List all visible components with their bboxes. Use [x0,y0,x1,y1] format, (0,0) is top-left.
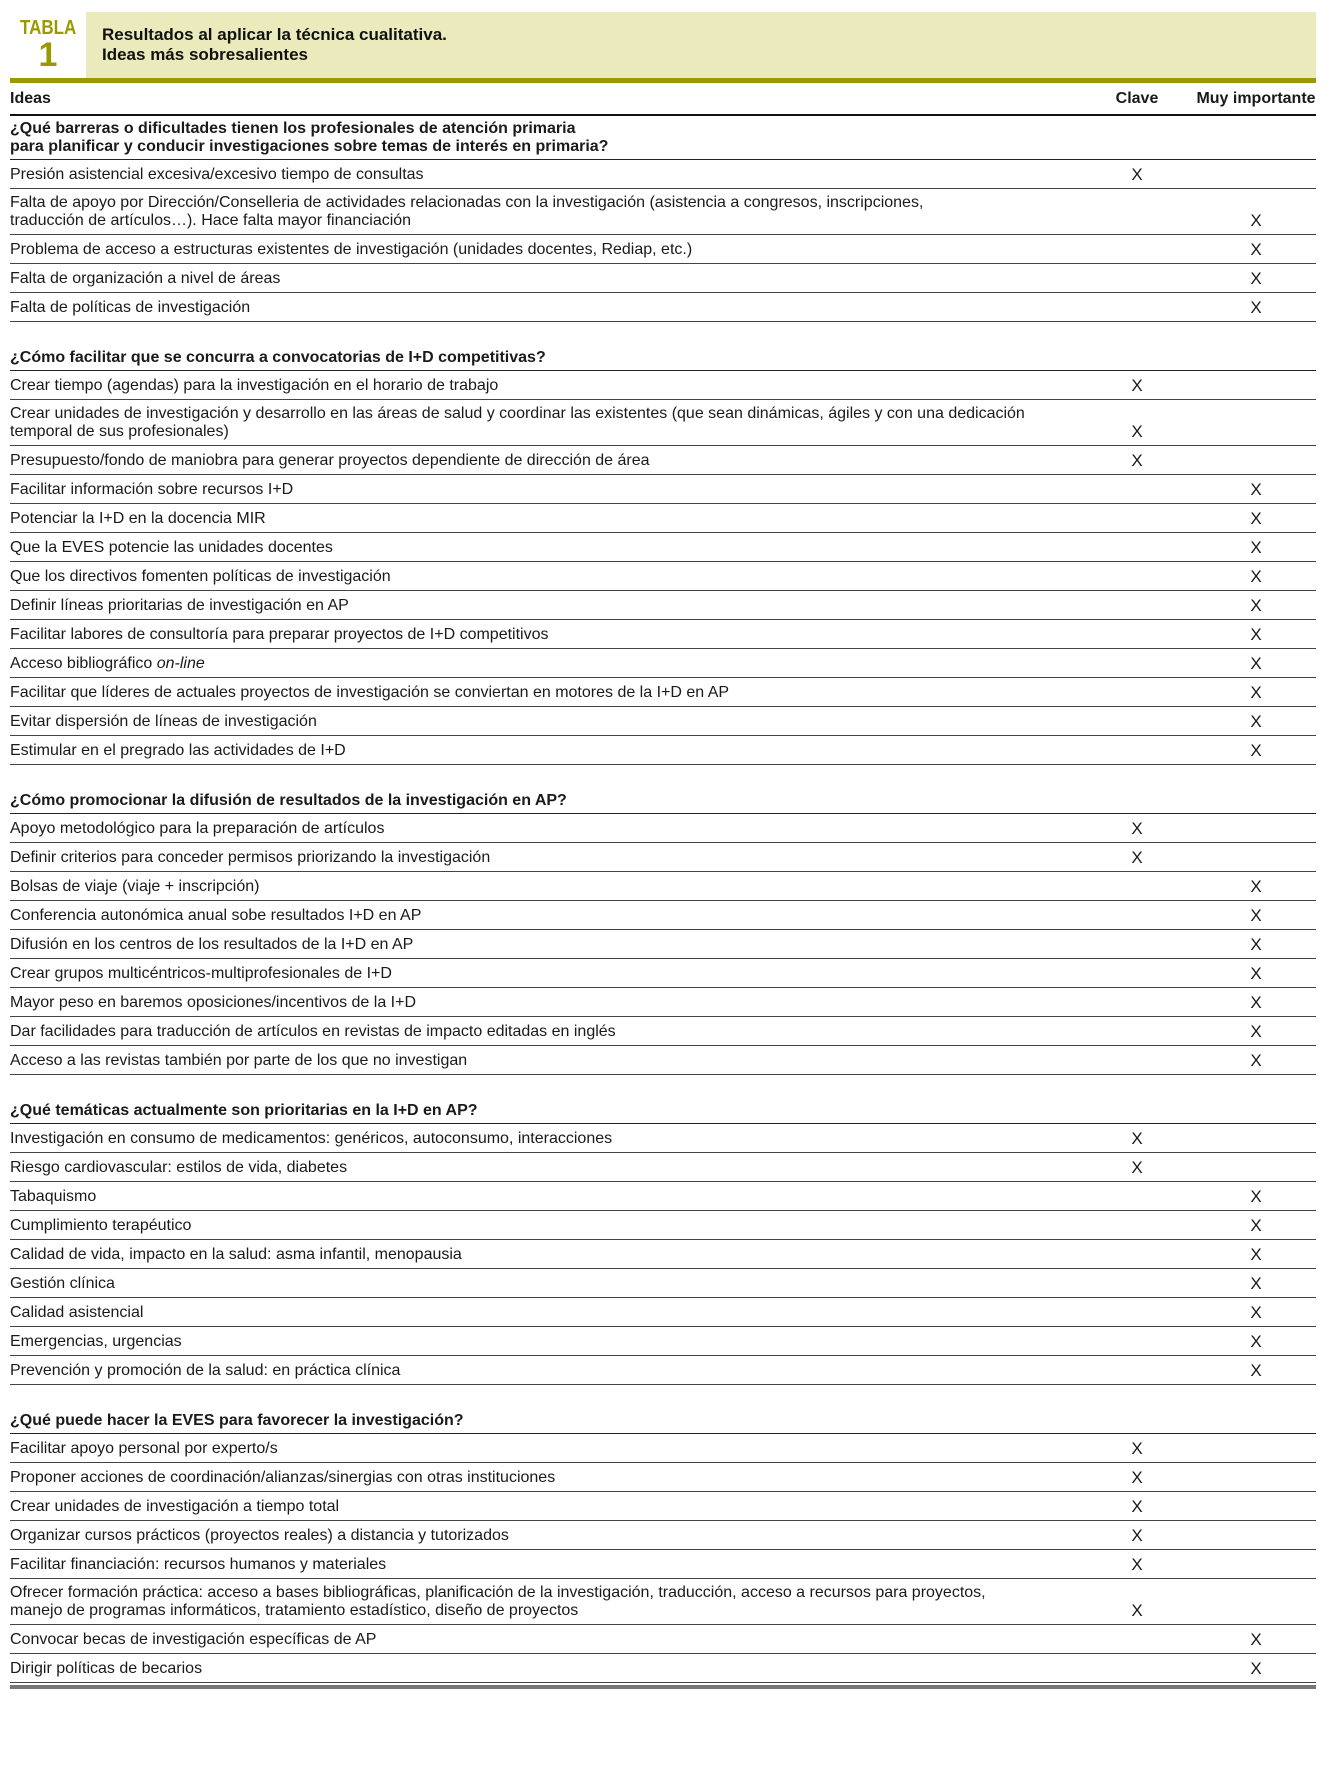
row-idea [10,1241,1078,1264]
table-document [10,12,1316,1689]
row-idea-text: Emergencias, urgencias [10,1333,182,1350]
row-idea-text: Convocar becas de investigación específicas de AP [10,1631,377,1648]
table-row [10,1492,1316,1521]
row-muy-importante-mark: X [1250,509,1262,528]
row-idea-text: Calidad de vida, impacto en la salud: asma infantil, menopausia [10,1246,462,1263]
row-idea [10,265,1078,288]
row-muy-importante-mark: X [1250,1216,1262,1235]
section-question: ¿Qué temáticas actualmente son prioritarias en la I+D en AP? [10,1075,1316,1124]
row-idea [10,294,1078,317]
row-idea-text: Gestión clínica [10,1275,115,1292]
table-row [10,872,1316,901]
row-muy-importante-mark: X [1250,1332,1262,1351]
row-muy-importante-mark: X [1250,596,1262,615]
table-title [86,12,1316,78]
table-label-word: TABLA [19,17,77,39]
section-question: ¿Cómo promocionar la difusión de resultados de la investigación en AP? [10,765,1316,814]
row-idea [10,1328,1078,1351]
table-row [10,649,1316,678]
table-title-line1: Resultados al aplicar la técnica cualitativa. [102,25,447,44]
table-row [10,1182,1316,1211]
row-clave-mark: X [1131,376,1143,395]
row-idea-text: Falta de políticas de investigación [10,299,251,316]
column-headers [10,83,1316,116]
row-muy-importante-mark: X [1250,211,1262,230]
row-idea [10,844,1078,867]
table-row [10,1356,1316,1385]
row-idea-text: Tabaquismo [10,1188,97,1205]
section-question: ¿Qué puede hacer la EVES para favorecer la investigación? [10,1385,1316,1434]
row-idea [10,447,1078,470]
section-question: ¿Cómo facilitar que se concurra a convocatorias de I+D competitivas? [10,322,1316,371]
row-muy-importante-mark: X [1250,1630,1262,1649]
row-idea-text: Facilitar labores de consultoría para preparar proyectos de I+D competitivos [10,626,549,643]
row-idea [10,960,1078,983]
row-idea-text: Bolsas de viaje (viaje + inscripción) [10,878,260,895]
table-row [10,533,1316,562]
table-section [10,116,1316,322]
row-muy-importante-mark: X [1250,741,1262,760]
row-idea-text: Proponer acciones de coordinación/alianzas/sinergias con otras instituciones [10,1469,556,1486]
row-idea-text: Definir líneas prioritarias de investigación en AP [10,597,349,614]
row-clave-mark: X [1131,451,1143,470]
row-idea-text: Apoyo metodológico para la preparación de artículos [10,820,385,837]
row-idea-text: Falta de organización a nivel de áreas [10,270,281,287]
table-row [10,504,1316,533]
row-muy-importante-mark: X [1250,993,1262,1012]
table-row [10,1240,1316,1269]
row-idea [10,1212,1078,1235]
row-idea-text: Organizar cursos prácticos (proyectos reales) a distancia y tutorizados [10,1527,509,1544]
row-muy-importante-mark: X [1250,1274,1262,1293]
table-row [10,1327,1316,1356]
row-idea [10,1435,1078,1458]
table-row [10,1124,1316,1153]
row-clave-mark: X [1131,422,1143,441]
row-idea [10,902,1078,925]
row-idea [10,592,1078,615]
row-clave-mark: X [1131,848,1143,867]
row-idea [10,161,1078,184]
row-idea-text: Que la EVES potencie las unidades docentes [10,539,333,556]
column-ideas: Ideas [10,89,51,107]
row-muy-importante-mark: X [1250,1051,1262,1070]
row-idea-text: Calidad asistencial [10,1304,144,1321]
row-idea [10,1357,1078,1380]
row-muy-importante-mark: X [1250,906,1262,925]
row-muy-importante-mark: X [1250,1022,1262,1041]
row-idea-text: Falta de apoyo por Dirección/Conselleria de actividades relacionadas con la investigación (asistencia a congresos, inscripciones, traducción de artículos…). Hace falta mayor financiación [10,194,924,229]
row-muy-importante-mark: X [1250,1245,1262,1264]
table-row [10,1017,1316,1046]
row-idea-text: Prevención y promoción de la salud: en práctica clínica [10,1362,401,1379]
row-clave-mark: X [1131,1497,1143,1516]
table-row [10,736,1316,765]
row-idea [10,1626,1078,1649]
table-section [10,1385,1316,1683]
row-clave-mark: X [1131,165,1143,184]
row-idea [10,1018,1078,1041]
row-idea-italic: on-line [156,655,205,672]
table-row [10,707,1316,736]
row-idea [10,737,1078,760]
table-title-line2: Ideas más sobresalientes [102,45,309,64]
table-row [10,988,1316,1017]
table-row [10,189,1316,235]
table-row [10,930,1316,959]
row-idea-text: Difusión en los centros de los resultados de la I+D en AP [10,936,414,953]
table-row [10,371,1316,400]
row-idea [10,534,1078,557]
row-muy-importante-mark: X [1250,1659,1262,1678]
row-idea-text: Que los directivos fomenten políticas de investigación [10,568,391,585]
row-idea [10,1522,1078,1545]
row-muy-importante-mark: X [1250,683,1262,702]
row-idea [10,1154,1078,1177]
table-row [10,901,1316,930]
table-section [10,1075,1316,1385]
row-idea [10,1270,1078,1293]
bottom-rule [10,1685,1316,1689]
table-row [10,959,1316,988]
row-clave-mark: X [1131,1601,1143,1620]
row-idea [10,873,1078,896]
row-idea-text: Riesgo cardiovascular: estilos de vida, diabetes [10,1159,348,1176]
table-row [10,678,1316,707]
table-header [10,12,1316,78]
row-idea-text: Presupuesto/fondo de maniobra para generar proyectos dependiente de dirección de área [10,452,650,469]
row-idea-text: Potenciar la I+D en la docencia MIR [10,510,266,527]
row-clave-mark: X [1131,1129,1143,1148]
row-clave-mark: X [1131,1468,1143,1487]
row-idea-text: Facilitar apoyo personal por experto/s [10,1440,278,1457]
table-row [10,1211,1316,1240]
row-muy-importante-mark: X [1250,538,1262,557]
row-idea-text: Presión asistencial excesiva/excesivo tiempo de consultas [10,166,424,183]
table-body [10,116,1316,1683]
row-idea [10,563,1078,586]
table-row [10,1298,1316,1327]
row-muy-importante-mark: X [1250,1361,1262,1380]
row-idea-text: Problema de acceso a estructuras existentes de investigación (unidades docentes, Rediap, etc.) [10,241,693,258]
row-clave-mark: X [1131,1526,1143,1545]
table-row [10,235,1316,264]
row-idea [10,989,1078,1012]
row-idea-text: Ofrecer formación práctica: acceso a bases bibliográficas, planificación de la investigación, traducción, acceso a recursos para proyectos, manejo de programas informáticos, tratamiento estadístico, diseño de proyectos [10,1584,986,1619]
row-idea [10,621,1078,644]
row-muy-importante-mark: X [1250,964,1262,983]
table-row [10,1434,1316,1463]
row-muy-importante-mark: X [1250,480,1262,499]
table-row [10,475,1316,504]
column-muy-importante: Muy importante [1196,89,1316,107]
table-row [10,591,1316,620]
row-idea-text: Crear grupos multicéntricos-multiprofesionales de I+D [10,965,392,982]
row-clave-mark: X [1131,1439,1143,1458]
table-row [10,1521,1316,1550]
row-idea-text: Conferencia autonómica anual sobe resultados I+D en AP [10,907,422,924]
row-muy-importante-mark: X [1250,935,1262,954]
row-idea-text: Crear unidades de investigación y desarrollo en las áreas de salud y coordinar las existentes (que sean dinámicas, ágiles y con una dedicación temporal de sus profesionales) [10,405,1025,440]
row-idea-text: Estimular en el pregrado las actividades de I+D [10,742,346,759]
table-row [10,1046,1316,1075]
row-idea [10,1183,1078,1206]
table-label [10,12,86,78]
row-muy-importante-mark: X [1250,1303,1262,1322]
column-clave: Clave [1115,89,1159,107]
row-muy-importante-mark: X [1250,877,1262,896]
row-idea [10,1464,1078,1487]
row-muy-importante-mark: X [1250,298,1262,317]
row-clave-mark: X [1131,819,1143,838]
row-idea [10,189,1078,230]
table-number: 1 [38,36,58,74]
table-row [10,1654,1316,1683]
table-section [10,322,1316,765]
row-idea-text: Investigación en consumo de medicamentos: genéricos, autoconsumo, interacciones [10,1130,613,1147]
row-muy-importante-mark: X [1250,240,1262,259]
table-row [10,843,1316,872]
row-idea-text: Facilitar que líderes de actuales proyectos de investigación se conviertan en motores de la I+D en AP [10,684,730,701]
row-idea-text: Definir criterios para conceder permisos priorizando la investigación [10,849,491,866]
table-row [10,1550,1316,1579]
row-idea [10,931,1078,954]
row-idea [10,1579,1078,1620]
table-row [10,1269,1316,1298]
table-row [10,1463,1316,1492]
table-row [10,400,1316,446]
table-row [10,446,1316,475]
table-section [10,765,1316,1075]
table-row [10,620,1316,649]
section-question: ¿Qué barreras o dificultades tienen los profesionales de atención primaria para planificar y conducir investigaciones sobre temas de interés en primaria? [10,116,1316,160]
row-clave-mark: X [1131,1555,1143,1574]
row-idea [10,815,1078,838]
row-idea-text: Acceso bibliográfico [10,655,157,672]
row-idea-text: Cumplimiento terapéutico [10,1217,192,1234]
row-muy-importante-mark: X [1250,712,1262,731]
row-idea [10,1299,1078,1322]
row-idea-text: Facilitar información sobre recursos I+D [10,481,294,498]
row-idea [10,1493,1078,1516]
table-row [10,814,1316,843]
row-idea-text: Dar facilidades para traducción de artículos en revistas de impacto editadas en inglés [10,1023,616,1040]
row-muy-importante-mark: X [1250,625,1262,644]
row-idea [10,236,1078,259]
row-idea [10,372,1078,395]
row-muy-importante-mark: X [1250,654,1262,673]
row-idea [10,400,1078,441]
row-idea-text: Crear tiempo (agendas) para la investigación en el horario de trabajo [10,377,499,394]
table-row [10,293,1316,322]
row-idea-text: Evitar dispersión de líneas de investigación [10,713,317,730]
row-idea-text: Crear unidades de investigación a tiempo total [10,1498,340,1515]
row-idea [10,679,1078,702]
table-row [10,562,1316,591]
row-idea-text: Dirigir políticas de becarios [10,1660,203,1677]
row-idea [10,650,1078,673]
row-idea [10,708,1078,731]
row-idea-text: Acceso a las revistas también por parte de los que no investigan [10,1052,468,1069]
row-idea-text: Mayor peso en baremos oposiciones/incentivos de la I+D [10,994,416,1011]
row-idea [10,476,1078,499]
row-clave-mark: X [1131,1158,1143,1177]
row-idea [10,1551,1078,1574]
row-idea [10,1655,1078,1678]
row-muy-importante-mark: X [1250,567,1262,586]
row-muy-importante-mark: X [1250,1187,1262,1206]
table-row [10,160,1316,189]
table-row [10,1579,1316,1625]
table-row [10,1153,1316,1182]
table-row [10,1625,1316,1654]
row-muy-importante-mark: X [1250,269,1262,288]
row-idea [10,1047,1078,1070]
table-row [10,264,1316,293]
row-idea [10,1125,1078,1148]
row-idea [10,505,1078,528]
row-idea-text: Facilitar financiación: recursos humanos y materiales [10,1556,387,1573]
